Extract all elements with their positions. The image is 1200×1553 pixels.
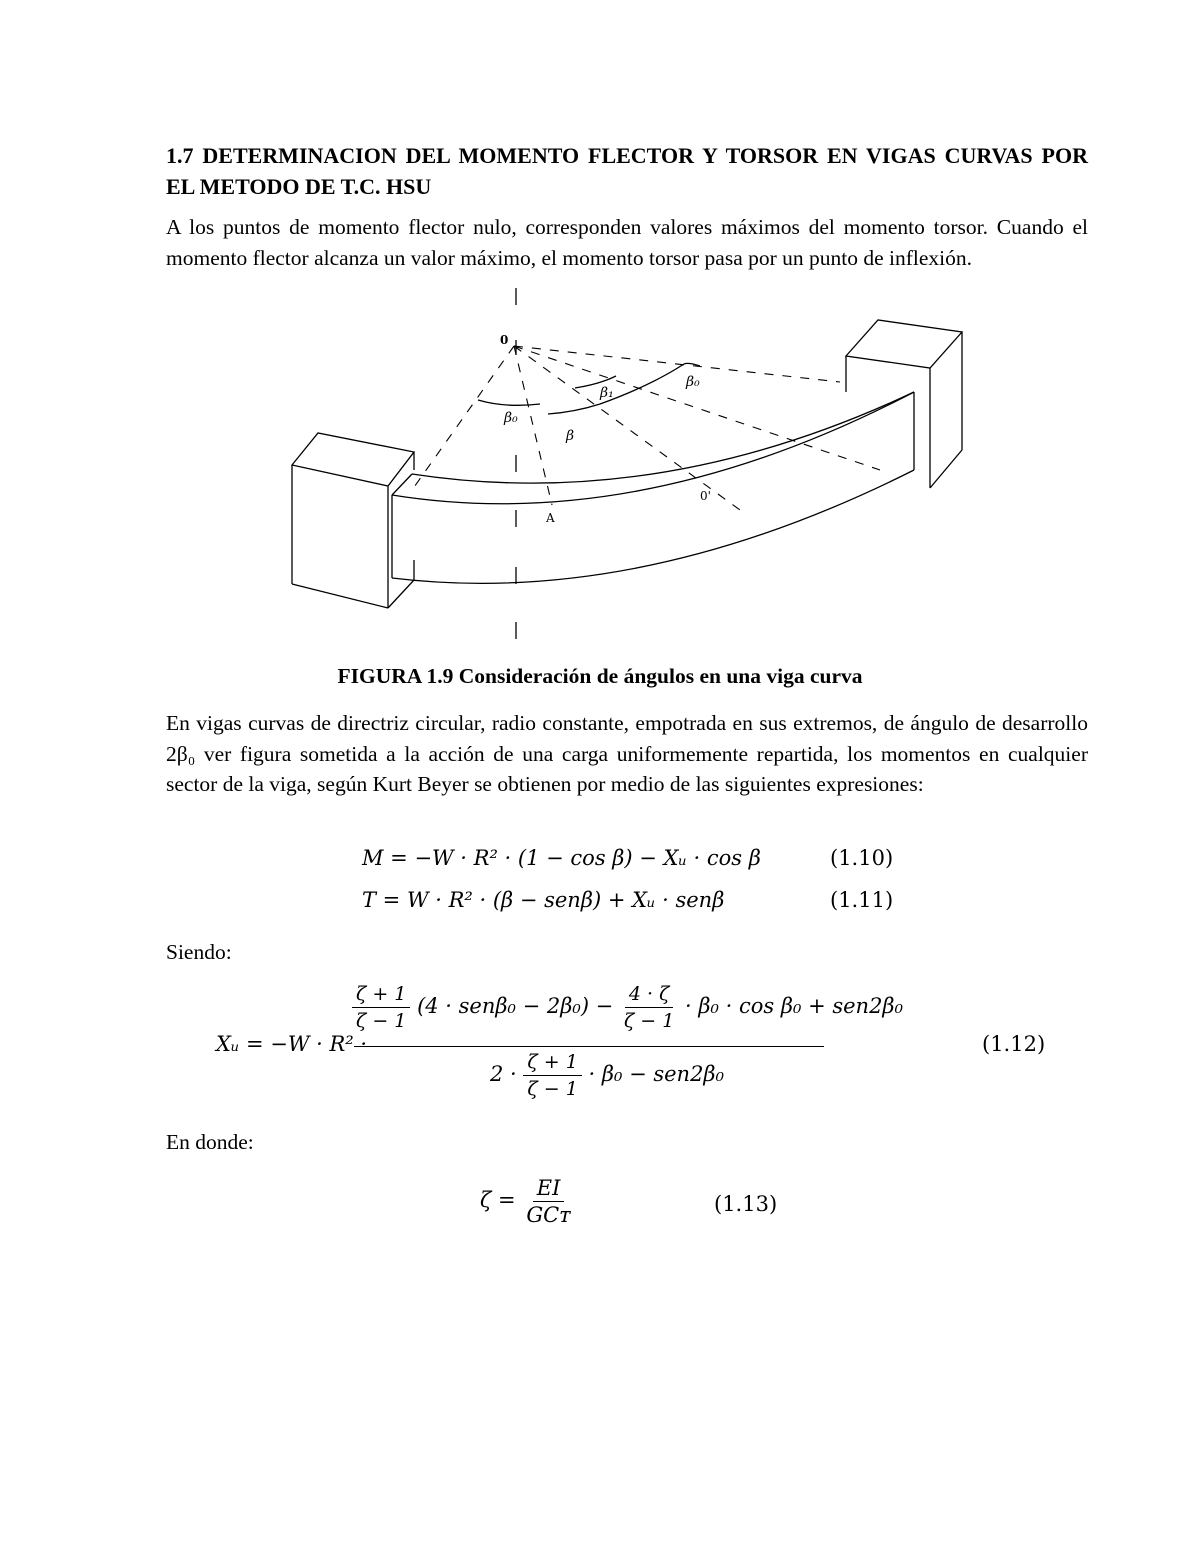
intro-paragraph: A los puntos de momento flector nulo, corresponden valores máximos del momento torsor. Cuando el momento flector alcanza un valor máximo, el momento torsor pasa por un punto de inflexión.	[166, 215, 1088, 270]
beta-label: β	[566, 428, 575, 444]
equation-1-12-fraction-bar	[354, 1046, 824, 1047]
beta0-left-label: β₀	[504, 410, 518, 426]
equation-1-12-number: (1.12)	[982, 1032, 1046, 1056]
equation-1-10-number: (1.10)	[830, 846, 894, 870]
en-donde-label: En donde:	[166, 1130, 254, 1154]
point-0prime-label: 0'	[700, 489, 711, 503]
beyer-paragraph: En vigas curvas de directriz circular, radio constante, empotrada en sus extremos, de ángulo de desarrollo 2β₀ ver figura sometida a la acción de una carga uniformemente repartida, los momentos en cualquier sector de la viga, según Kurt Beyer se obtienen por medio de las siguientes expresiones:	[166, 711, 1088, 796]
equation-1-13: ζ = $\frac{EI}{\text{GCᴛ}}$	[480, 1176, 575, 1227]
fraction-zeta-plus-over-minus: $\frac{\zeta + 1}{\zeta - 1}$	[352, 982, 410, 1033]
origin-label: 0	[500, 333, 509, 347]
fraction-zeta-plus-over-minus-den: $\frac{\zeta + 1}{\zeta - 1}$	[523, 1050, 581, 1101]
fraction-ei-over-gct: $\frac{EI}{\text{GCᴛ}}$	[526, 1176, 571, 1227]
beta1-label: β₁	[600, 385, 614, 401]
curved-beam-figure	[280, 280, 980, 650]
point-a-label: A	[546, 511, 555, 525]
fraction-4zeta-over-zeta-minus: $\frac{4 \cdot \zeta}{\zeta - 1}$	[623, 983, 675, 1032]
figure-caption: FIGURA 1.9 Consideración de ángulos en una viga curva	[337, 664, 863, 688]
equation-1-13-number: (1.13)	[714, 1192, 778, 1216]
equation-1-11: T = W · R² · (β − senβ) + Xᵤ · senβ	[362, 888, 725, 912]
siendo-label: Siendo:	[166, 940, 232, 964]
equation-1-12-numerator: $\frac{\zeta + 1}{\zeta - 1}$ (4 · senβ₀ − 2β₀) − $\frac{4 \cdot \zeta}{\zeta - 1}$ · β₀ · cos β₀ + sen2β₀	[352, 982, 824, 1033]
beta0-right-label: β₀	[686, 374, 700, 390]
section-heading: 1.7 DETERMINACION DEL MOMENTO FLECTOR Y TORSOR EN VIGAS CURVAS POR EL METODO DE T.C. HSU	[166, 143, 1088, 199]
equation-1-11-number: (1.11)	[830, 888, 894, 912]
equation-1-12-denominator: 2 · $\frac{\zeta + 1}{\zeta - 1}$ · β₀ − sen2β₀	[490, 1051, 724, 1100]
equation-1-10: M = −W · R² · (1 − cos β) − Xᵤ · cos β	[362, 846, 761, 870]
equation-1-12-lhs: Xᵤ = −W · R² ·	[216, 1032, 368, 1056]
